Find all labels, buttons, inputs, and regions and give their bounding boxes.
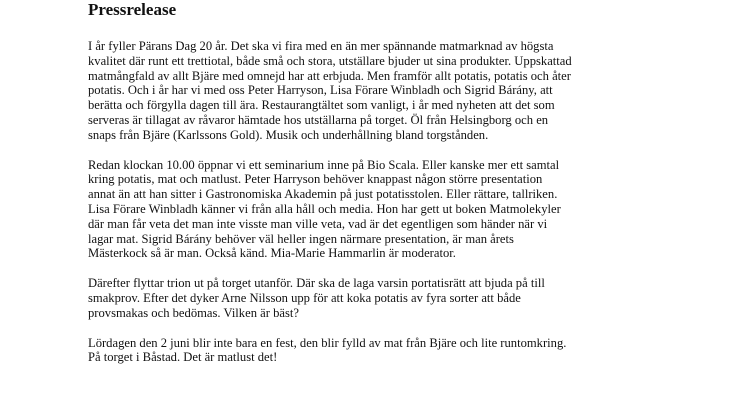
text-line: serveras är tillagat av råvaror hämtade hos utställarna på torget. Öl från Helsingborg och en	[88, 112, 549, 127]
text-line: lagar mat. Sigrid Bárány behöver väl heller ingen närmare presentation, är man årets	[88, 231, 514, 246]
press-release-document	[88, 0, 728, 365]
document-title: Pressrelease	[88, 0, 177, 19]
text-line: annat än att han sitter i Gastronomiska Akademin på just potatisstolen. Eller rättare, tallriken.	[88, 187, 558, 202]
text-line: Redan klockan 10.00 öppnar vi ett seminarium inne på Bio Scala. Eller kanske mer ett samtal	[88, 157, 560, 172]
text-line: snaps från Bjäre (Karlssons Gold). Musik och underhållning bland torgstånden.	[88, 127, 489, 142]
text-line: Därefter flyttar trion ut på torget utanför. Där ska de laga varsin portatisrätt att bjuda på till	[88, 276, 545, 291]
paragraph-seminar	[88, 158, 728, 262]
text-line: kring potatis, mat och matlust. Peter Harryson behöver knappast någon större presentation	[88, 172, 543, 187]
text-line: där man får veta det man inte visste man ville veta, vad är det egentligen som händer när vi	[88, 216, 548, 231]
text-line: provsmakas och bedömas. Vilken är bäst?	[88, 305, 299, 320]
paragraph-closing	[88, 336, 728, 366]
text-line: På torget i Båstad. Det är matlust det!	[88, 350, 278, 365]
text-line: potatis. Och i år har vi med oss Peter Harryson, Lisa Förare Winbladh och Sigrid Bárány, att	[88, 83, 553, 98]
paragraph-intro	[88, 39, 728, 143]
text-line: Mästerkock så är man. Också känd. Mia-Marie Hammarlin är moderator.	[88, 246, 456, 261]
paragraph-tasting	[88, 276, 728, 320]
text-line: I år fyller Pärans Dag 20 år. Det ska vi fira med en än mer spännande matmarknad av högsta	[88, 39, 554, 53]
text-line: kvalitet där runt ett trettiotal, både små och stora, utställare bjuder ut sina produkter. Uppskattad	[88, 53, 572, 68]
text-line: berätta och förgylla dagen till ära. Restaurangtältet som vanligt, i år med nyheten att det som	[88, 98, 555, 113]
text-line: Lisa Förare Winbladh känner vi från alla håll och media. Hon har gett ut boken Matmolekyler	[88, 201, 561, 216]
text-line: Lördagen den 2 juni blir inte bara en fest, den blir fylld av mat från Bjäre och lite runtomkring.	[88, 335, 567, 350]
text-line: matmångfald av allt Bjäre med omnejd har att erbjuda. Men framför allt potatis, potatis och åter	[88, 68, 571, 83]
text-line: smakprov. Efter det dyker Arne Nilsson upp för att koka potatis av fyra sorter att både	[88, 290, 521, 305]
